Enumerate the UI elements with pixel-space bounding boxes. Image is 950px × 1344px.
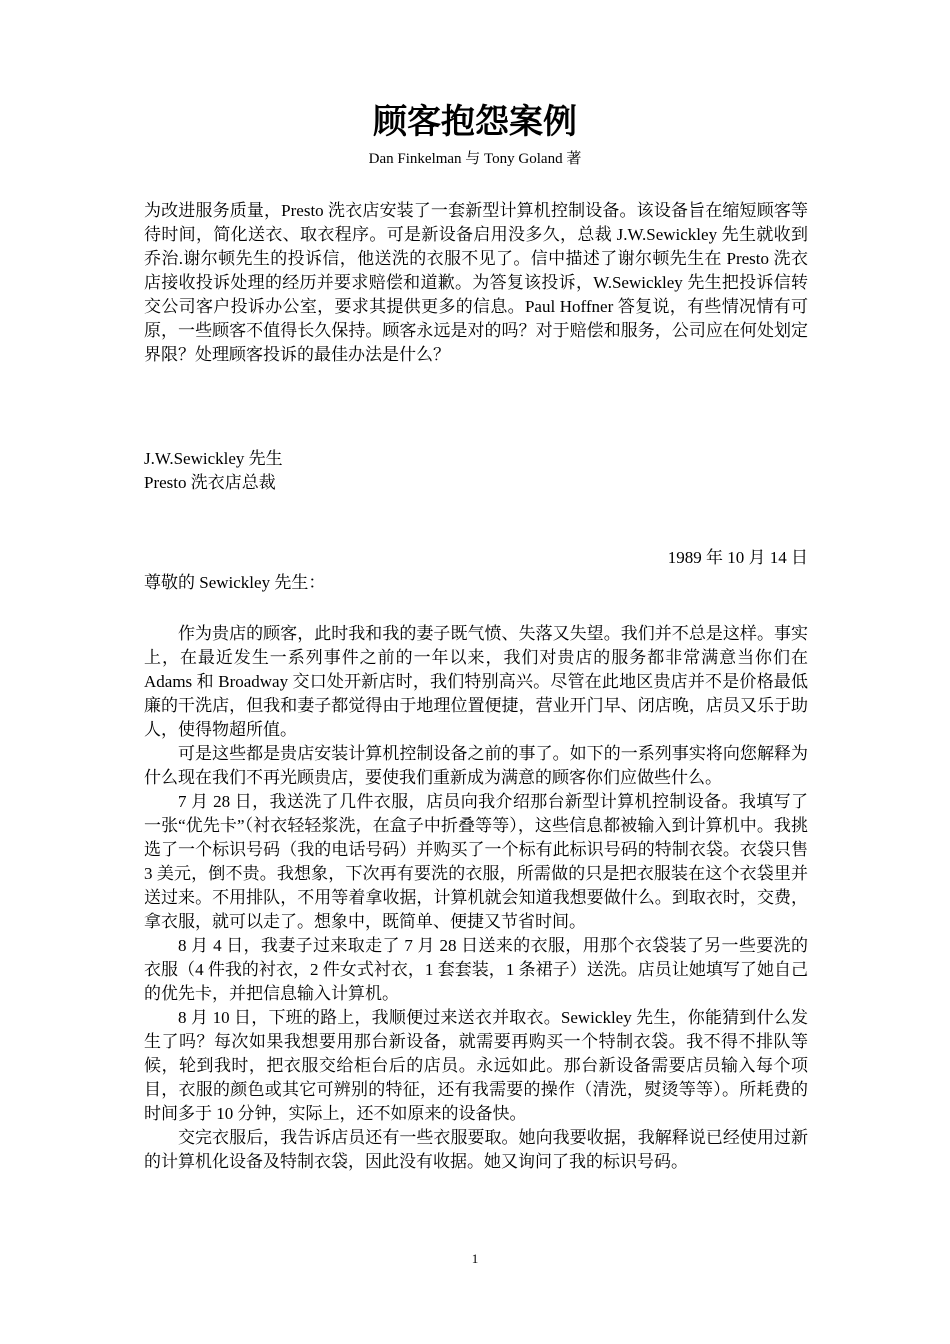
- letter-paragraph: 8 月 10 日，下班的路上，我顺便过来送衣并取衣。Sewickley 先生，你能猜到什么发生了吗？每次如果我想要用那台新设备，就需要再购买一个特制衣袋。我不得不排队等候，轮到我时，把衣服交给柜台后的店员。永远如此。那台新设备需要店员输入每个项目，衣服的颜色或其它可辨别的特征，还有我需要的操作（清洗，熨烫等等）。所耗费的时间多于 10 分钟，实际上，还不如原来的设备快。: [144, 1008, 808, 1123]
- intro-section: [144, 199, 808, 367]
- letter-paragraph: 可是这些都是贵店安装计算机控制设备之前的事了。如下的一系列事实将向您解释为什么现在我们不再光顾贵店，要使我们重新成为满意的顾客你们应做些什么。: [144, 744, 808, 787]
- letter-salutation: 尊敬的 Sewickley 先生：: [144, 573, 326, 592]
- recipient-address: [144, 447, 808, 495]
- intro-paragraph: 为改进服务质量，Presto 洗衣店安装了一套新型计算机控制设备。该设备旨在缩短顾客等待时间，简化送衣、取衣程序。可是新设备启用没多久，总裁 J.W.Sewickley 先生就收到乔治.谢尔顿先生的投诉信，他送洗的衣服不见了。信中描述了谢尔顿先生在 Presto 洗衣店接收投诉处理的经历并要求赔偿和道歉。为答复该投诉，W.Sewickley 先生把投诉信转交公司客户投诉办公室，要求其提供更多的信息。Paul Hoffner 答复说，有些情况情有可原，一些顾客不值得长久保持。顾客永远是对的吗？对于赔偿和服务，公司应在何处划定界限？处理顾客投诉的最佳办法是什么？: [144, 201, 808, 364]
- letter-paragraph: 交完衣服后，我告诉店员还有一些衣服要取。她向我要收据，我解释说已经使用过新的计算机化设备及特制衣袋，因此没有收据。她又询问了我的标识号码。: [144, 1128, 808, 1171]
- recipient-name: J.W.Sewickley 先生: [144, 449, 283, 468]
- page-number: 1: [471, 1251, 479, 1266]
- document-title: 顾客抱怨案例: [373, 102, 577, 142]
- document-authors: Dan Finkelman 与 Tony Goland 著: [368, 151, 582, 167]
- recipient-title: Presto 洗衣店总裁: [144, 473, 276, 492]
- letter-body: [144, 622, 808, 1174]
- letter-paragraph: 8 月 4 日，我妻子过来取走了 7 月 28 日送来的衣服，用那个衣袋装了另一些要洗的衣服（4 件我的衬衣，2 件女式衬衣，1 套套装，1 条裙子）送洗。店员让她填写了她自己的优先卡，并把信息输入计算机。: [144, 936, 808, 1003]
- letter-date: 1989 年 10 月 14 日: [667, 548, 808, 567]
- letter-paragraph: 7 月 28 日，我送洗了几件衣服，店员向我介绍那台新型计算机控制设备。我填写了一张“优先卡”（衬衣轻轻浆洗，在盒子中折叠等等），这些信息都被输入到计算机中。我挑选了一个标识号码（我的电话号码）并购买了一个标有此标识号码的特制衣袋。衣袋只售 3 美元，倒不贵。我想象，下次再有要洗的衣服，所需做的只是把衣服装在这个衣袋里并送过来。不用排队，不用等着拿收据，计算机就会知道我想要做什么。到取衣时，交费，拿衣服，就可以走了。想象中，既简单、便捷又节省时间。: [144, 792, 808, 931]
- letter-paragraph: 作为贵店的顾客，此时我和我的妻子既气愤、失落又失望。我们并不总是这样。事实上，在最近发生一系列事件之前的一年以来，我们对贵店的服务都非常满意当你们在 Adams 和 Broadway 交口处开新店时，我们特别高兴。尽管在此地区贵店并不是价格最低廉的干洗店，但我和妻子都觉得由于地理位置便捷，营业开门早、闭店晚，店员又乐于助人，使得物超所值。: [144, 624, 808, 739]
